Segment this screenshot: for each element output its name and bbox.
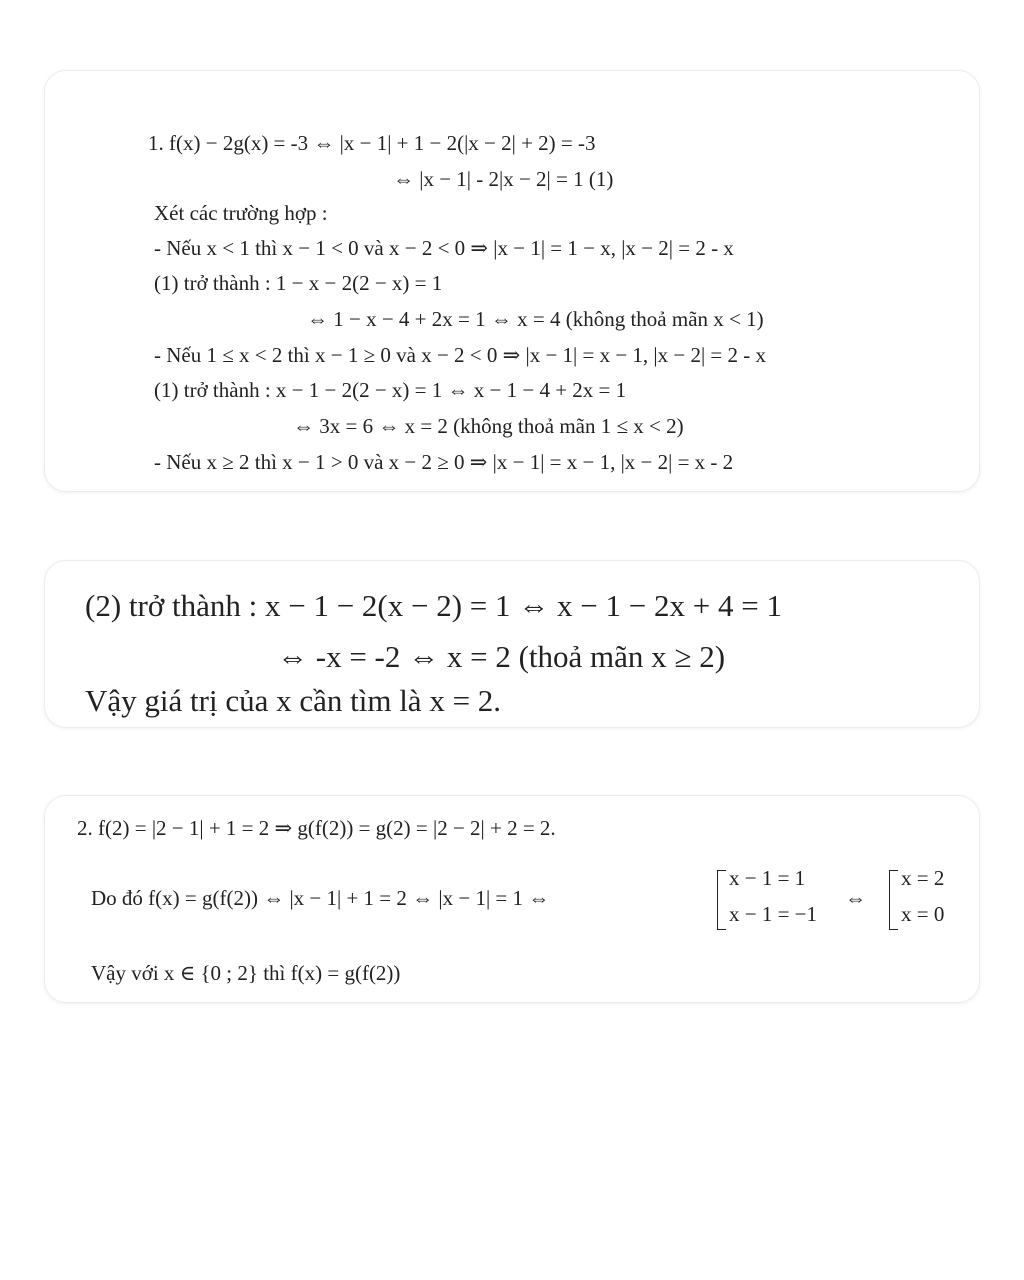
case1-result: ⇔ 1 − x − 4 + 2x = 1 ⇔ x = 4 (không thoả mãn x < 1)	[307, 307, 764, 331]
case1-equation: (1) trở thành : 1 − x − 2(2 − x) = 1	[154, 271, 443, 295]
case2-condition: - Nếu 1 ≤ x < 2 thì x − 1 ≥ 0 và x − 2 < 0 ⇒ |x − 1| = x − 1, |x − 2| = 2 - x	[154, 343, 767, 367]
solution-part-1-card	[44, 70, 980, 492]
solution-part-2-card	[44, 795, 980, 1003]
case2-equation: (1) trở thành : x − 1 − 2(2 − x) = 1 ⇔ x − 1 − 4 + 2x = 1	[154, 378, 627, 402]
case1-condition: - Nếu x < 1 thì x − 1 < 0 và x − 2 < 0 ⇒ |x − 1| = 1 − x, |x − 2| = 2 - x	[154, 236, 734, 260]
part3-line2-prefix: Do đó f(x) = g(f(2)) ⇔ |x − 1| + 1 = 2 ⇔ |x − 1| = 1 ⇔	[91, 886, 550, 910]
part3-conclusion: Vậy với x ∈ {0 ; 2} thì f(x) = g(f(2))	[91, 961, 401, 985]
system1-row2: x − 1 = −1	[729, 902, 818, 926]
bracket-1	[717, 870, 726, 930]
bracket-2	[889, 870, 898, 930]
part1-line2: ⇔ |x − 1| - 2|x − 2| = 1 (1)	[393, 167, 614, 191]
system1-row1: x − 1 = 1	[729, 866, 806, 890]
cases-heading: Xét các trường hợp :	[154, 201, 328, 225]
part2-line2: ⇔ -x = -2 ⇔ x = 2 (thoả mãn x ≥ 2)	[277, 639, 726, 674]
case2-result: ⇔ 3x = 6 ⇔ x = 2 (không thoả mãn 1 ≤ x < 2)	[293, 414, 684, 438]
part2-conclusion: Vậy giá trị của x cần tìm là x = 2.	[85, 683, 502, 718]
part3-line1: 2. f(2) = |2 − 1| + 1 = 2 ⇒ g(f(2)) = g(2) = |2 − 2| + 2 = 2.	[77, 816, 556, 840]
part2-line1: (2) trở thành : x − 1 − 2(x − 2) = 1 ⇔ x − 1 − 2x + 4 = 1	[85, 588, 782, 623]
solution-part-1-continued-card	[44, 560, 980, 728]
part1-line1: 1. f(x) − 2g(x) = -3 ⇔ |x − 1| + 1 − 2(|x − 2| + 2) = -3	[148, 131, 596, 155]
equivalence-symbol: ⇔	[845, 886, 866, 910]
case3-condition: - Nếu x ≥ 2 thì x − 1 > 0 và x − 2 ≥ 0 ⇒ |x − 1| = x − 1, |x − 2| = x - 2	[154, 450, 734, 474]
system2-row2: x = 0	[901, 902, 945, 926]
system2-row1: x = 2	[901, 866, 945, 890]
